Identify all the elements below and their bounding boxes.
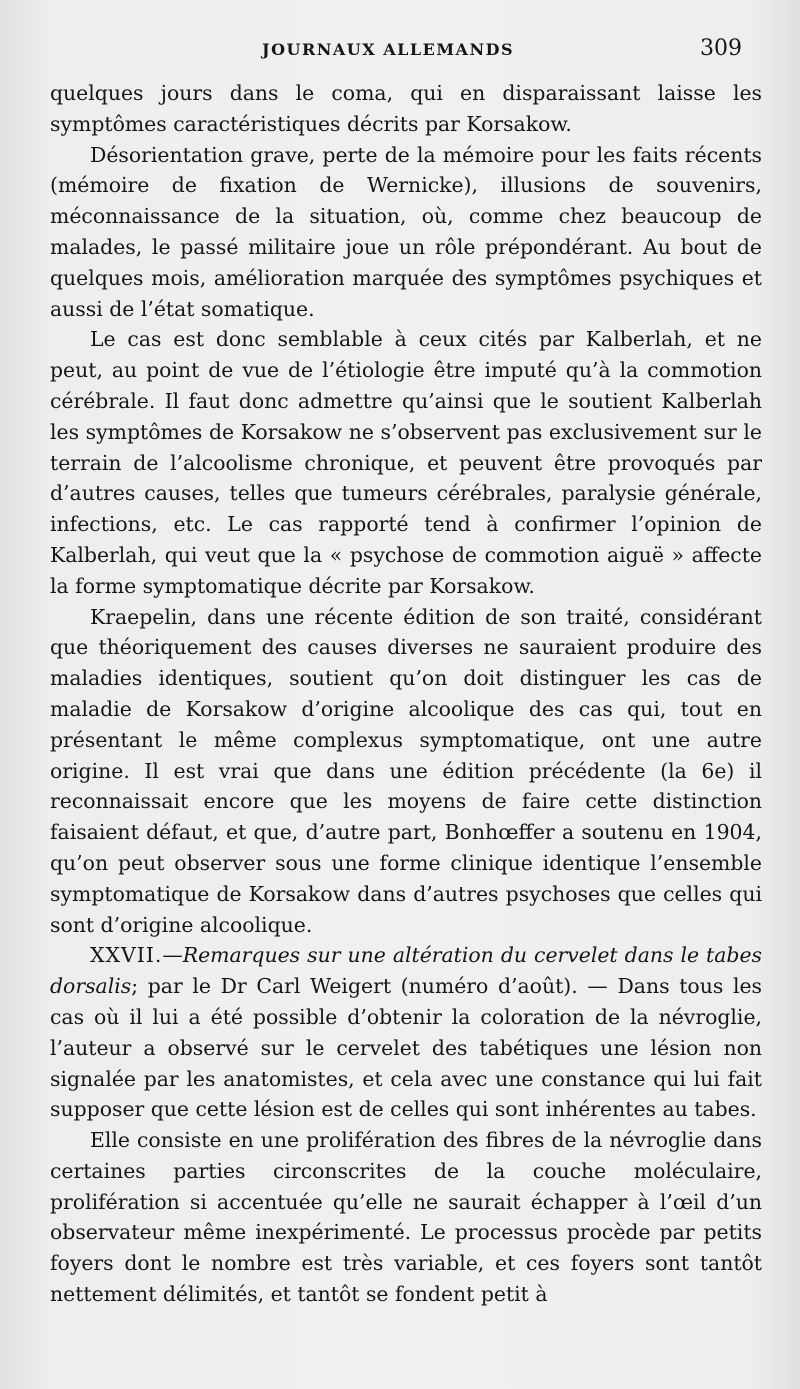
article-entry <box>50 940 762 1125</box>
paragraph-kraepelin: Kraepelin, dans une récente édition de son traité, considérant que théoriquement des causes diverses ne sauraient produire des maladies identiques, soutient qu’on doit distinguer les cas de maladie de Korsakow d’origine alcoolique des cas qui, tout en présentant le même complexus symptomatique, ont une autre origine. Il est vrai que dans une édition précédente (la 6e) il reconnaissait encore que les moyens de faire cette distinction faisaient défaut, et que, d’autre part, Bonhœffer a soutenu en 1904, qu’on peut observer sous une forme clinique identique l’ensemble symptomatique de Korsakow dans d’autres psychoses que celles qui sont d’origine alcoolique. <box>50 604 762 937</box>
article-number: XXVII. <box>90 943 163 968</box>
paragraph-kalberlah: Le cas est donc semblable à ceux cités par Kalberlah, et ne peut, au point de vue de l’étiologie être imputé qu’à la commotion cérébrale. Il faut donc admettre qu’ainsi que le soutient Kalberlah les symptômes de Korsakow ne s’observent pas exclusivement sur le terrain de l’alcoolisme chronique, et peuvent être provoqués par d’autres causes, telles que tumeurs cérébrales, paralysie générale, infections, etc. Le cas rapporté tend à confirmer l’opinion de Kalberlah, qui veut que la « psychose de commotion aiguë » affecte la forme symptomatique décrite par Korsakow. <box>50 327 762 598</box>
article-byline: ; par le Dr Carl Weigert (numéro d’août). — <box>131 974 608 999</box>
running-head <box>0 36 800 66</box>
article-dash: — <box>162 943 183 968</box>
article-title: Remarques sur une altération du cervelet dans le tabes dorsalis <box>50 943 762 999</box>
page-number: 309 <box>700 36 742 61</box>
running-title: JOURNAUX ALLEMANDS <box>262 40 515 59</box>
paragraph-proliferation: Elle consiste en une prolifération des fibres de la névroglie dans certaines parties circonscrites de la couche moléculaire, prolifération si accentuée qu’elle ne saurait échapper à l’œil d’un observateur même inexpérimenté. Le processus procède par petits foyers dont le nombre est très variable, et ces foyers sont tantôt nettement délimités, et tantôt se fondent petit à <box>50 1128 762 1307</box>
paragraph-disorientation: Désorientation grave, perte de la mémoire pour les faits récents (mémoire de fixation de Wernicke), illusions de souvenirs, méconnaissance de la situation, où, comme chez beaucoup de malades, le passé militaire joue un rôle prépondérant. Au bout de quelques mois, amélioration marquée des symptômes psychiques et aussi de l’état somatique. <box>50 142 762 321</box>
paragraph-continuation: quelques jours dans le coma, qui en disparaissant laisse les symptômes caractéristiques décrits par Korsakow. <box>50 81 762 136</box>
article-text: Dans tous les cas où il lui a été possible d’obtenir la coloration de la névroglie, l’auteur a observé sur le cervelet des tabétiques une lésion non signalée par les anatomistes, et cela avec une constance qui lui fait supposer que cette lésion est de celles qui sont inhérentes au tabes. <box>50 974 763 1122</box>
body-text <box>50 78 762 1310</box>
